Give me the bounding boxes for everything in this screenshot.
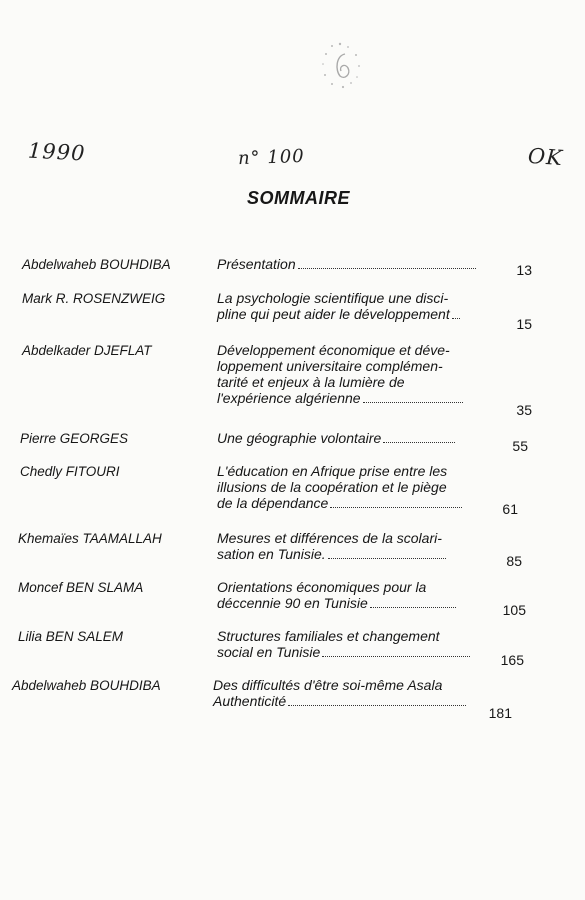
dot-leader — [330, 504, 462, 508]
toc-title-line: illusions de la coopération et le piège — [217, 479, 447, 495]
toc-title-line: Développement économique et déve- — [217, 342, 450, 358]
toc-article-title — [213, 677, 478, 709]
toc-page-number: 105 — [502, 602, 526, 618]
dot-leader — [383, 439, 455, 443]
handwritten-year: 1990 — [27, 138, 87, 166]
toc-title-line: Une géographie volontaire — [217, 430, 382, 446]
dot-leader — [452, 315, 460, 319]
toc-author: Abdelwaheb BOUHDIBA — [22, 257, 171, 272]
toc-article-title — [217, 290, 482, 322]
toc-author: Mark R. ROSENZWEIG — [22, 291, 166, 306]
toc-title-line: social en Tunisie — [217, 644, 321, 660]
dot-leader — [328, 555, 446, 559]
toc-page-number: 15 — [516, 316, 532, 332]
page-title: SOMMAIRE — [247, 188, 350, 208]
toc-title-line: Authenticité — [213, 693, 287, 709]
toc-title-line: Présentation — [217, 256, 296, 272]
toc-article-title — [217, 256, 482, 272]
toc-author: Chedly FITOURI — [20, 464, 120, 479]
toc-article-title — [217, 628, 482, 660]
toc-page-number: 13 — [516, 262, 532, 278]
toc-author: Khemaïes TAAMALLAH — [18, 531, 162, 546]
toc-title-line: La psychologie scientifique une disci- — [217, 290, 449, 306]
toc-title-line: de la dépendance — [217, 495, 329, 511]
toc-title-line: l'expérience algérienne — [217, 390, 361, 406]
toc-article-title — [217, 530, 482, 562]
toc-page-number: 181 — [488, 705, 512, 721]
toc-title-line: tarité et enjeux à la lumière de — [217, 374, 405, 390]
dot-leader — [370, 604, 456, 608]
toc-title-line: Des difficultés d'être soi-même Asala — [213, 677, 443, 693]
toc-author: Lilia BEN SALEM — [18, 629, 124, 644]
toc-page-number: 55 — [512, 438, 528, 454]
toc-title-line: Orientations économiques pour la — [217, 579, 427, 595]
handwritten-issue-number: n° 100 — [237, 145, 306, 170]
toc-title-line: Structures familiales et changement — [217, 628, 440, 644]
toc-article-title — [217, 579, 482, 611]
toc-title-line: sation en Tunisie. — [217, 546, 326, 562]
faded-stamp-mark — [318, 40, 364, 92]
toc-author: Moncef BEN SLAMA — [18, 580, 144, 595]
handwritten-ok-mark: OK — [527, 143, 564, 171]
toc-author: Pierre GEORGES — [20, 431, 129, 446]
dot-leader — [288, 702, 466, 706]
toc-title-line: loppement universitaire complémen- — [217, 358, 443, 374]
toc-article-title — [217, 342, 482, 406]
dot-leader — [298, 265, 476, 269]
toc-page-number: 85 — [506, 553, 522, 569]
toc-article-title — [217, 430, 482, 446]
toc-title-line: Mesures et différences de la scolari- — [217, 530, 442, 546]
toc-page-number: 165 — [500, 652, 524, 668]
toc-title-line: L'éducation en Afrique prise entre les — [217, 463, 448, 479]
toc-article-title — [217, 463, 482, 511]
toc-author: Abdelwaheb BOUHDIBA — [12, 678, 161, 693]
toc-title-line: pline qui peut aider le développement — [217, 306, 450, 322]
toc-title-line: déccennie 90 en Tunisie — [217, 595, 368, 611]
toc-page-number: 61 — [502, 501, 518, 517]
dot-leader — [322, 653, 470, 657]
toc-page-number: 35 — [516, 402, 532, 418]
dot-leader — [363, 399, 463, 403]
toc-author: Abdelkader DJEFLAT — [22, 343, 152, 358]
